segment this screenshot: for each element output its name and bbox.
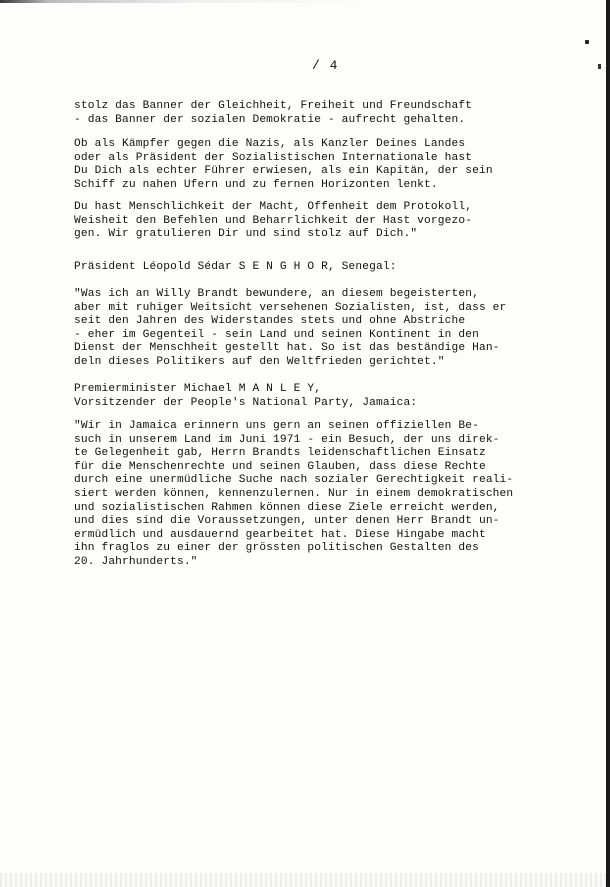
scan-edge-bottom — [0, 873, 606, 887]
quote-senghor: "Was ich an Willy Brandt bewundere, an diesem begeisterten, aber mit ruhiger Weitsicht versehenen Sozialisten, ist, dass er seit den Jahren des Widerstandes stets und ohne Abstriche - eher im Gegenteil - sein Land und seinen Kontinent in den Dienst der Menschheit gestellt hat. So ist das beständige Han- deln dieses Politikers auf den Weltfrieden gerichtet." — [74, 288, 507, 368]
paragraph-banner: stolz das Banner der Gleichheit, Freiheit und Freundschaft - das Banner der sozialen Demokratie - aufrecht gehalten. — [74, 100, 473, 126]
scan-edge-top — [0, 0, 606, 3]
paragraph-leadership: Ob als Kämpfer gegen die Nazis, als Kanzler Deines Landes oder als Präsident der Sozialistischen Internationale hast Du Dich als echter Führer erwiesen, als ein Kapitän, der sein Schiff zu nahen Ufern und zu fernen Horizonten lenkt. — [74, 138, 493, 191]
speaker-heading-manley: Premierminister Michael M A N L E Y, Vorsitzender der People's National Party, Jamaica: — [74, 383, 418, 409]
page-number: / 4 — [312, 58, 339, 73]
scan-speck-mark-right — [598, 64, 601, 69]
speaker-heading-senghor: Präsident Léopold Sédar S E N G H O R, Senegal: — [74, 261, 397, 273]
paragraph-humanity: Du hast Menschlichkeit der Macht, Offenheit dem Protokoll, Weisheit den Befehlen und Beharrlichkeit der Hast vorgezo- gen. Wir gratulieren Dir und sind stolz auf Dich." — [74, 201, 473, 241]
scan-speck-mark — [585, 40, 589, 44]
quote-manley: "Wir in Jamaica erinnern uns gern an seinen offiziellen Be- such in unserem Land im Juni 1971 - ein Besuch, der uns direk- te Gelegenheit gab, Herrn Brandts leidenschaftlichen Einsatz für die Menschenrechte und seinen Glauben, dass diese Rechte durch eine unermüdliche Suche nach sozialer Gerechtigkeit reali- siert werden können, kennenzulernen. Nur in einem demokratischen und sozialistischen Rahmen können diese Ziele erreicht werden, und dies sind die Voraussetzungen, unter denen Herr Brandt un- ermüdlich und ausdauernd gearbeitet hat. Diese Hingabe macht ihn fraglos zu einer der grössten politischen Gestalten des 20. Jahrhunderts." — [74, 420, 514, 568]
